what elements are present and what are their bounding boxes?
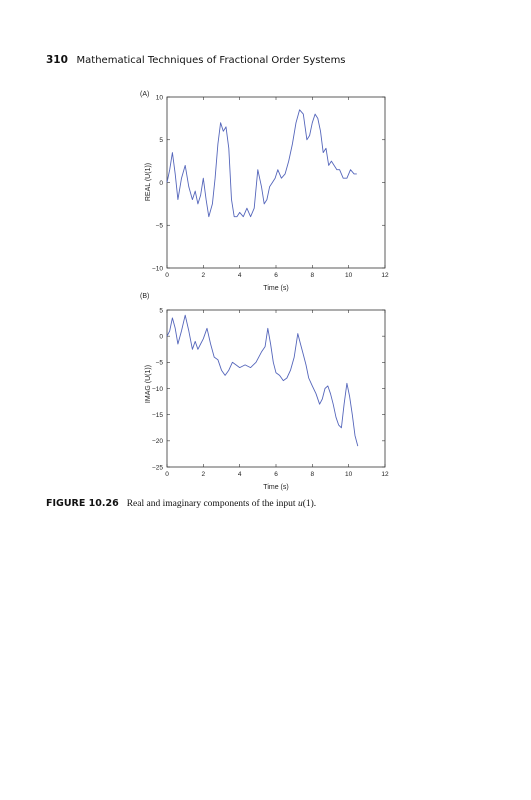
x-axis-label-b: Time (s) xyxy=(263,484,289,491)
y-tick-label-a: 5 xyxy=(159,137,163,145)
panel-label-a: (A) xyxy=(140,91,150,98)
x-tick-label-b: 12 xyxy=(381,471,389,478)
x-tick-label-a: 2 xyxy=(201,272,206,279)
x-tick-label-a: 10 xyxy=(345,272,353,279)
y-axis-label-b: IMAG (U(1)) xyxy=(145,364,152,404)
caption-label: FIGURE 10.26 xyxy=(46,498,119,509)
x-tick-label-b: 0 xyxy=(165,471,169,478)
x-tick-label-a: 8 xyxy=(310,272,315,279)
y-tick-label-a: 10 xyxy=(155,94,163,102)
chart-panel-b xyxy=(140,293,389,491)
caption-text: Real and imaginary components of the input xyxy=(126,499,298,509)
plot-frame-a xyxy=(167,97,385,268)
x-tick-label-b: 8 xyxy=(310,471,315,478)
plot-frame-b xyxy=(167,310,385,467)
running-title: Mathematical Techniques of Fractional Order Systems xyxy=(76,55,346,66)
page-number: 310 xyxy=(46,54,68,66)
y-tick-label-a: −5 xyxy=(155,222,163,230)
caption-suffix: (1). xyxy=(302,499,317,509)
y-tick-label-a: 0 xyxy=(159,179,163,187)
series-line-a xyxy=(167,110,357,217)
y-tick-label-b: −25 xyxy=(151,464,163,472)
y-tick-label-b: −20 xyxy=(151,438,163,446)
caption-variable: u xyxy=(297,499,303,509)
x-axis-label-a: Time (s) xyxy=(263,285,289,292)
x-tick-label-a: 0 xyxy=(165,272,169,279)
y-tick-label-b: −10 xyxy=(151,385,163,393)
x-tick-label-b: 4 xyxy=(237,471,242,478)
x-tick-label-a: 4 xyxy=(237,272,242,279)
y-tick-label-b: −5 xyxy=(155,359,163,367)
x-tick-label-b: 2 xyxy=(201,471,206,478)
x-tick-label-b: 6 xyxy=(274,471,278,478)
series-line-b xyxy=(167,315,358,446)
y-tick-label-b: 5 xyxy=(159,307,163,315)
chart-panel-a xyxy=(140,91,389,292)
y-tick-label-b: 0 xyxy=(159,333,163,341)
x-tick-label-b: 10 xyxy=(345,471,353,478)
y-tick-label-b: −15 xyxy=(151,411,163,419)
x-tick-label-a: 6 xyxy=(274,272,278,279)
panel-label-b: (B) xyxy=(140,293,150,300)
x-tick-label-a: 12 xyxy=(381,272,389,279)
figure-caption xyxy=(46,497,486,511)
y-tick-label-a: −10 xyxy=(151,265,163,273)
y-axis-label-a: REAL (U(1)) xyxy=(145,162,152,202)
